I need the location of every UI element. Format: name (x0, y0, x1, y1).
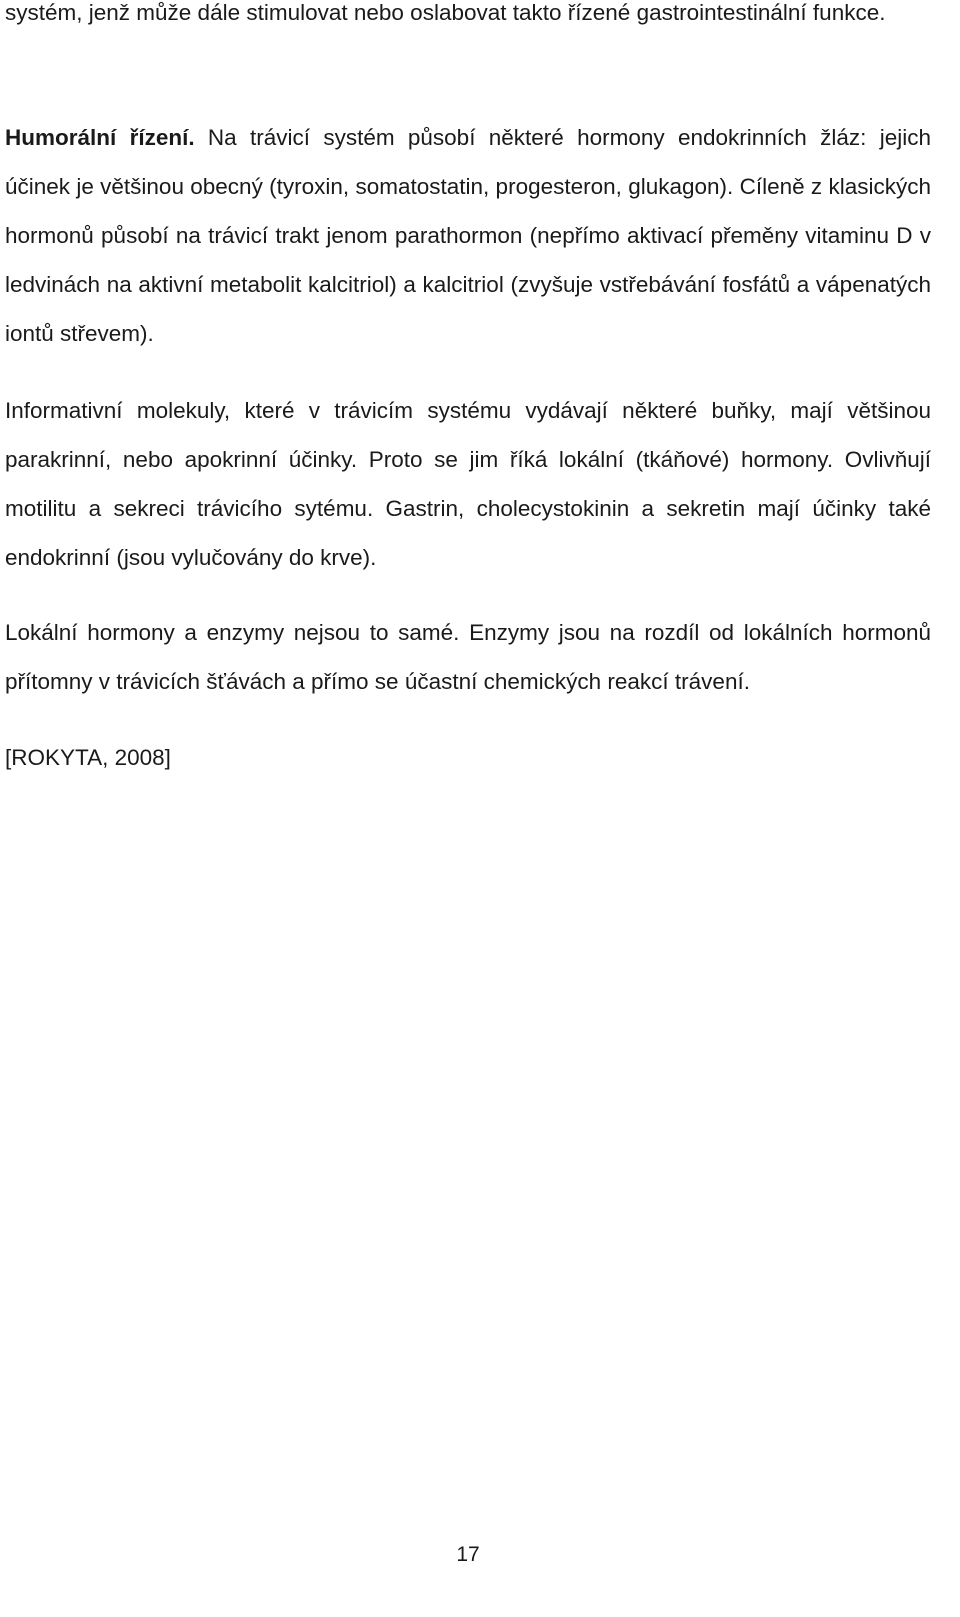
paragraph-humoral-text: Na trávicí systém působí některé hormony endokrinních žláz: jejich účinek je většinou obecný (tyroxin, somatostatin, progesteron, glukagon). Cíleně z klasických hormonů působí na trávicí trakt jenom parathormon (nepřímo aktivací přeměny vitaminu D v ledvinách na aktivní metabolit kalcitriol) a kalcitriol (zvyšuje vstřebávání fosfátů a vápenatých iontů střevem). (5, 125, 931, 346)
paragraph-heading-humoral: Humorální řízení. (5, 125, 195, 150)
paragraph-local-hormones: Lokální hormony a enzymy nejsou to samé. Enzymy jsou na rozdíl od lokálních hormonů přítomny v trávicích šťávách a přímo se účastní chemických reakcí trávení. (5, 620, 931, 694)
paragraph-humoral-control (5, 113, 931, 358)
paragraph-continuation: systém, jenž může dále stimulovat nebo oslabovat takto řízené gastrointestinální funkce. (5, 0, 886, 25)
page-number: 17 (456, 1543, 480, 1566)
paragraph-informative-molecules: Informativní molekuly, které v trávicím systému vydávají některé buňky, mají většinou parakrinní, nebo apokrinní účinky. Proto se jim říká lokální (tkáňové) hormony. Ovlivňují motilitu a sekreci trávicího sytému. Gastrin, cholecystokinin a sekretin mají účinky také endokrinní (jsou vylučovány do krve). (5, 398, 931, 570)
citation: [ROKYTA, 2008] (5, 745, 171, 770)
